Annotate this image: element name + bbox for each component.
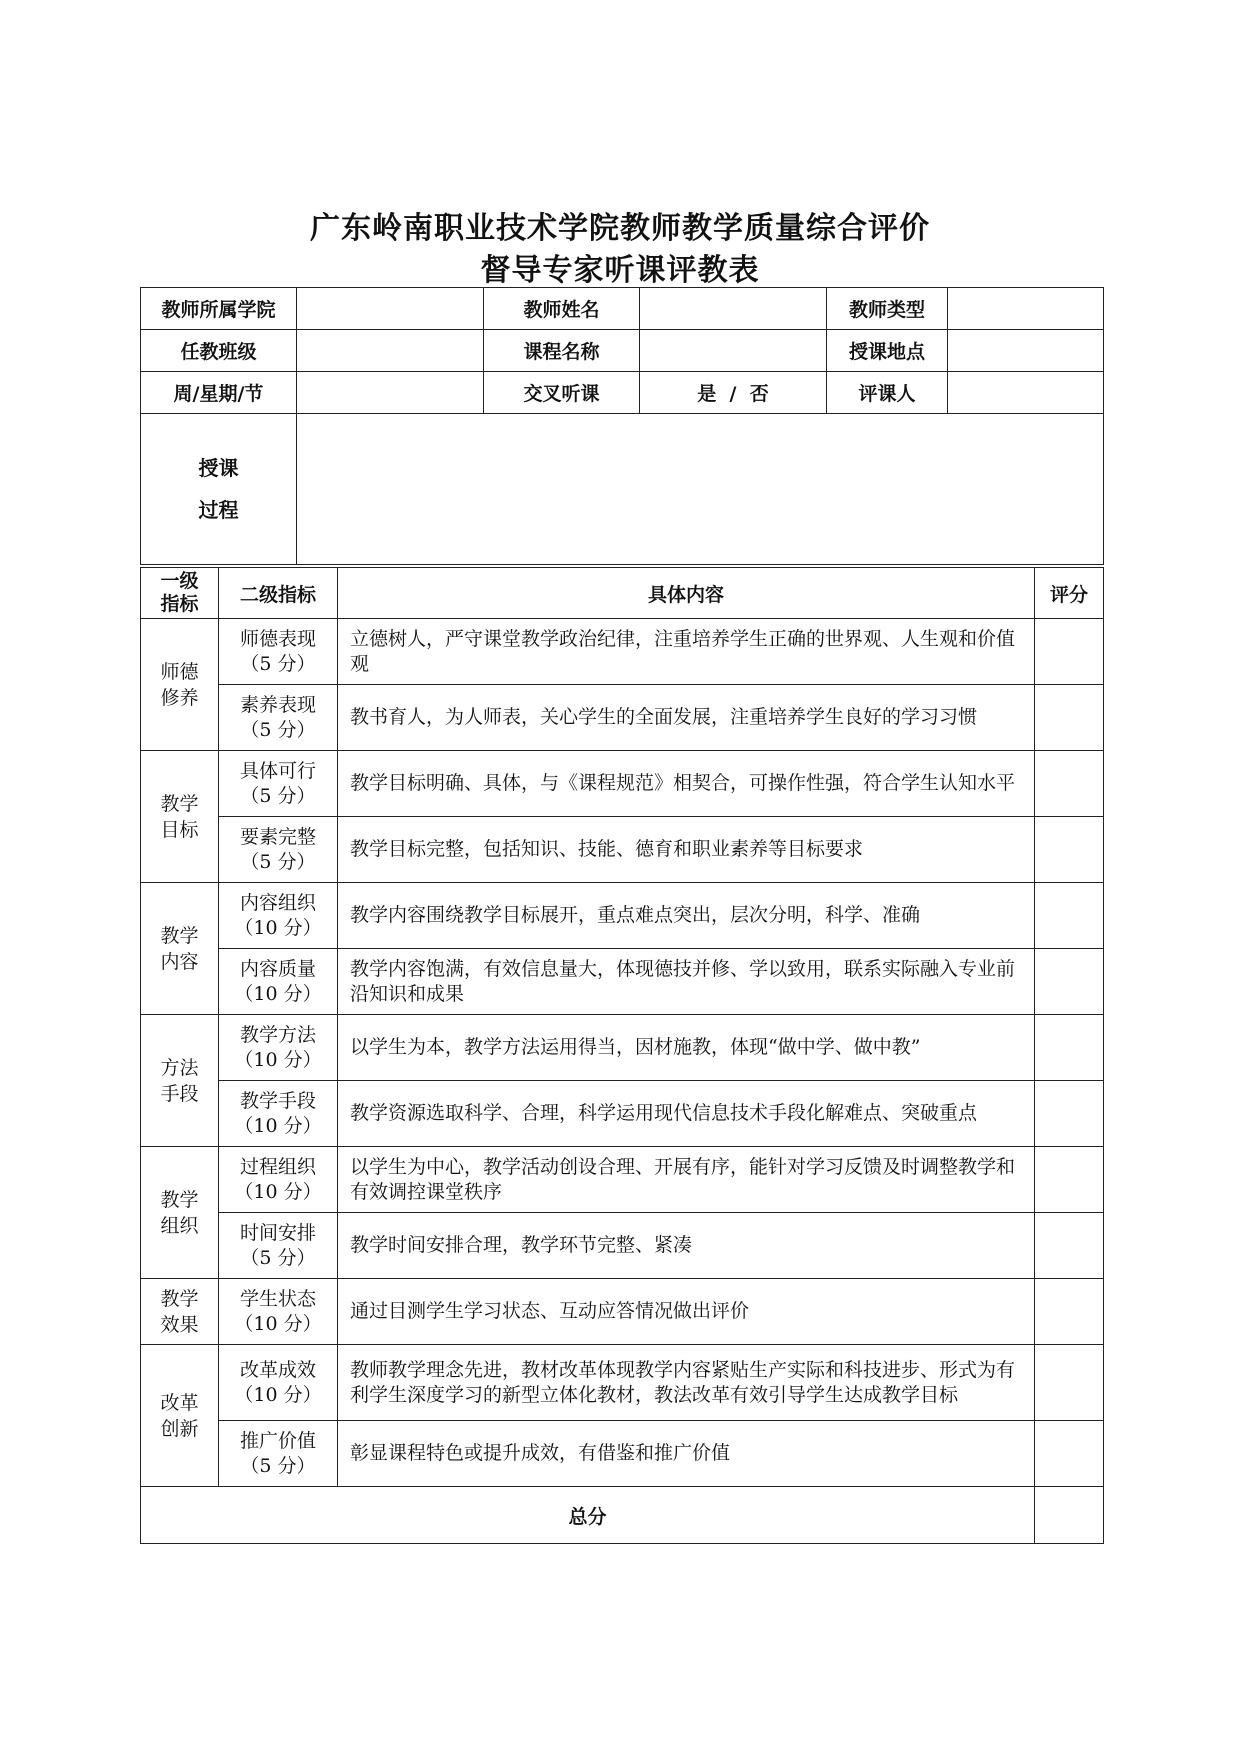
class-label: 任教班级 bbox=[141, 330, 297, 372]
level1-indicator-text: 手段 bbox=[160, 1082, 199, 1105]
eval-row bbox=[141, 1015, 1104, 1081]
level2-indicator-name: 具体可行 bbox=[239, 759, 316, 782]
level2-indicator bbox=[219, 619, 338, 685]
criteria-content: 教学资源选取科学、合理，科学运用现代信息技术手段化解难点、突破重点 bbox=[338, 1081, 1035, 1147]
level2-indicator bbox=[219, 1279, 338, 1345]
criteria-content: 教学目标明确、具体，与《课程规范》相契合，可操作性强，符合学生认知水平 bbox=[338, 751, 1035, 817]
score-field[interactable] bbox=[1035, 685, 1104, 751]
course-field[interactable] bbox=[640, 330, 827, 372]
level2-indicator bbox=[219, 1213, 338, 1279]
level2-indicator-points: （10 分） bbox=[234, 1048, 322, 1071]
level1-indicator-text: 教学 bbox=[160, 1188, 199, 1211]
teaching-process-label-2: 过程 bbox=[198, 498, 239, 522]
level2-header: 二级指标 bbox=[219, 568, 338, 619]
level1-indicator-text: 师德 bbox=[160, 660, 199, 683]
criteria-content: 通过目测学生学习状态、互动应答情况做出评价 bbox=[338, 1279, 1035, 1345]
location-field[interactable] bbox=[948, 330, 1104, 372]
level2-indicator-name: 时间安排 bbox=[239, 1221, 316, 1244]
teaching-process-label-1: 授课 bbox=[198, 456, 239, 480]
teaching-process-field[interactable] bbox=[297, 414, 1104, 565]
score-field[interactable] bbox=[1035, 751, 1104, 817]
level2-indicator-points: （10 分） bbox=[234, 1383, 322, 1406]
level2-indicator-name: 师德表现 bbox=[239, 627, 316, 650]
teaching-process-label bbox=[141, 414, 297, 565]
level2-indicator-points: （10 分） bbox=[234, 982, 322, 1005]
eval-row bbox=[141, 751, 1104, 817]
level2-indicator-name: 学生状态 bbox=[239, 1287, 316, 1310]
level2-indicator-name: 素养表现 bbox=[239, 693, 316, 716]
total-score-field[interactable] bbox=[1035, 1487, 1104, 1544]
level2-indicator-name: 过程组织 bbox=[239, 1155, 316, 1178]
level2-indicator-points: （5 分） bbox=[240, 652, 316, 675]
eval-row bbox=[141, 1147, 1104, 1213]
level1-indicator-text: 教学 bbox=[160, 792, 199, 815]
level1-indicator bbox=[141, 1279, 219, 1345]
level2-indicator bbox=[219, 1147, 338, 1213]
level2-indicator-points: （5 分） bbox=[240, 784, 316, 807]
form-title-line2: 督导专家听课评教表 bbox=[480, 253, 760, 288]
level2-indicator bbox=[219, 685, 338, 751]
criteria-content: 教学内容饱满，有效信息量大，体现德技并修、学以致用，联系实际融入专业前沿知识和成果 bbox=[338, 949, 1035, 1015]
level1-header-1: 一级 bbox=[160, 570, 199, 592]
college-field[interactable] bbox=[297, 288, 484, 330]
score-field[interactable] bbox=[1035, 883, 1104, 949]
total-row bbox=[141, 1487, 1104, 1544]
level1-indicator-text: 创新 bbox=[160, 1417, 199, 1440]
criteria-content: 教师教学理念先进，教材改革体现教学内容紧贴生产实际和科技进步、形式为有利学生深度学习的新型立体化教材，教法改革有效引导学生达成教学目标 bbox=[338, 1345, 1035, 1421]
level2-indicator-name: 内容组织 bbox=[239, 891, 316, 914]
total-label: 总分 bbox=[141, 1487, 1035, 1544]
criteria-content: 教学内容围绕教学目标展开，重点难点突出，层次分明，科学、准确 bbox=[338, 883, 1035, 949]
level2-indicator-points: （5 分） bbox=[240, 1454, 316, 1477]
eval-row bbox=[141, 883, 1104, 949]
form-title-line1: 广东岭南职业技术学院教师教学质量综合评价 bbox=[310, 211, 930, 246]
level1-indicator-text: 目标 bbox=[160, 818, 199, 841]
level1-header bbox=[141, 568, 219, 619]
criteria-content: 彰显课程特色或提升成效，有借鉴和推广价值 bbox=[338, 1421, 1035, 1487]
score-field[interactable] bbox=[1035, 817, 1104, 883]
level1-indicator-text: 组织 bbox=[160, 1214, 199, 1237]
criteria-content: 以学生为本，教学方法运用得当，因材施教，体现“做中学、做中教” bbox=[338, 1015, 1035, 1081]
level2-indicator bbox=[219, 1081, 338, 1147]
level1-indicator bbox=[141, 1345, 219, 1487]
level1-indicator-text: 教学 bbox=[160, 1287, 199, 1310]
level1-header-2: 指标 bbox=[160, 593, 199, 615]
level2-indicator bbox=[219, 1421, 338, 1487]
week-label: 周/星期/节 bbox=[141, 372, 297, 414]
eval-row bbox=[141, 949, 1104, 1015]
cross-listen-choice[interactable]: 是 / 否 bbox=[640, 372, 827, 414]
eval-row bbox=[141, 1345, 1104, 1421]
level1-indicator-text: 内容 bbox=[160, 950, 199, 973]
level2-indicator-name: 内容质量 bbox=[239, 957, 316, 980]
level2-indicator-points: （10 分） bbox=[234, 1180, 322, 1203]
level2-indicator-name: 推广价值 bbox=[239, 1429, 316, 1452]
score-field[interactable] bbox=[1035, 1213, 1104, 1279]
score-field[interactable] bbox=[1035, 1421, 1104, 1487]
score-field[interactable] bbox=[1035, 1345, 1104, 1421]
level2-indicator-points: （5 分） bbox=[240, 718, 316, 741]
level2-indicator bbox=[219, 751, 338, 817]
eval-row bbox=[141, 619, 1104, 685]
eval-row bbox=[141, 1213, 1104, 1279]
level1-indicator bbox=[141, 1147, 219, 1279]
criteria-content: 立德树人，严守课堂教学政治纪律，注重培养学生正确的世界观、人生观和价值观 bbox=[338, 619, 1035, 685]
criteria-content: 教学目标完整，包括知识、技能、德育和职业素养等目标要求 bbox=[338, 817, 1035, 883]
level1-indicator-text: 效果 bbox=[160, 1313, 199, 1336]
level2-indicator bbox=[219, 1345, 338, 1421]
level2-indicator bbox=[219, 1015, 338, 1081]
level1-indicator bbox=[141, 751, 219, 883]
score-field[interactable] bbox=[1035, 949, 1104, 1015]
level1-indicator bbox=[141, 1015, 219, 1147]
course-label: 课程名称 bbox=[484, 330, 640, 372]
level1-indicator-text: 教学 bbox=[160, 924, 199, 947]
teacher-name-field[interactable] bbox=[640, 288, 827, 330]
teacher-name-label: 教师姓名 bbox=[484, 288, 640, 330]
teacher-type-label: 教师类型 bbox=[827, 288, 948, 330]
evaluation-table bbox=[140, 567, 1104, 1544]
teacher-type-field[interactable] bbox=[948, 288, 1104, 330]
level2-indicator-name: 教学手段 bbox=[239, 1089, 316, 1112]
level1-indicator bbox=[141, 619, 219, 751]
eval-row bbox=[141, 817, 1104, 883]
level1-indicator-text: 方法 bbox=[160, 1056, 199, 1079]
level2-indicator bbox=[219, 949, 338, 1015]
level2-indicator-name: 要素完整 bbox=[239, 825, 316, 848]
score-field[interactable] bbox=[1035, 619, 1104, 685]
eval-row bbox=[141, 1279, 1104, 1345]
level2-indicator-points: （10 分） bbox=[234, 1312, 322, 1335]
level2-indicator bbox=[219, 817, 338, 883]
reviewer-field[interactable] bbox=[948, 372, 1104, 414]
score-header: 评分 bbox=[1035, 568, 1104, 619]
location-label: 授课地点 bbox=[827, 330, 948, 372]
criteria-content: 教学时间安排合理，教学环节完整、紧凑 bbox=[338, 1213, 1035, 1279]
cross-listen-label: 交叉听课 bbox=[484, 372, 640, 414]
level1-indicator-text: 修养 bbox=[160, 686, 199, 709]
level1-indicator-text: 改革 bbox=[160, 1391, 199, 1414]
level1-indicator bbox=[141, 883, 219, 1015]
college-label: 教师所属学院 bbox=[141, 288, 297, 330]
level2-indicator-points: （5 分） bbox=[240, 850, 316, 873]
score-field[interactable] bbox=[1035, 1279, 1104, 1345]
week-field[interactable] bbox=[297, 372, 484, 414]
eval-row bbox=[141, 1421, 1104, 1487]
class-field[interactable] bbox=[297, 330, 484, 372]
eval-row bbox=[141, 685, 1104, 751]
level2-indicator bbox=[219, 883, 338, 949]
score-field[interactable] bbox=[1035, 1015, 1104, 1081]
reviewer-label: 评课人 bbox=[827, 372, 948, 414]
teacher-info-table bbox=[140, 287, 1104, 565]
level2-indicator-points: （5 分） bbox=[240, 1246, 316, 1269]
criteria-content: 以学生为中心，教学活动创设合理、开展有序，能针对学习反馈及时调整教学和有效调控课堂秩序 bbox=[338, 1147, 1035, 1213]
level2-indicator-points: （10 分） bbox=[234, 916, 322, 939]
criteria-content: 教书育人，为人师表，关心学生的全面发展，注重培养学生良好的学习习惯 bbox=[338, 685, 1035, 751]
level2-indicator-name: 改革成效 bbox=[239, 1358, 316, 1381]
score-field[interactable] bbox=[1035, 1147, 1104, 1213]
content-header: 具体内容 bbox=[338, 568, 1035, 619]
level2-indicator-points: （10 分） bbox=[234, 1114, 322, 1137]
score-field[interactable] bbox=[1035, 1081, 1104, 1147]
eval-row bbox=[141, 1081, 1104, 1147]
level2-indicator-name: 教学方法 bbox=[239, 1023, 316, 1046]
